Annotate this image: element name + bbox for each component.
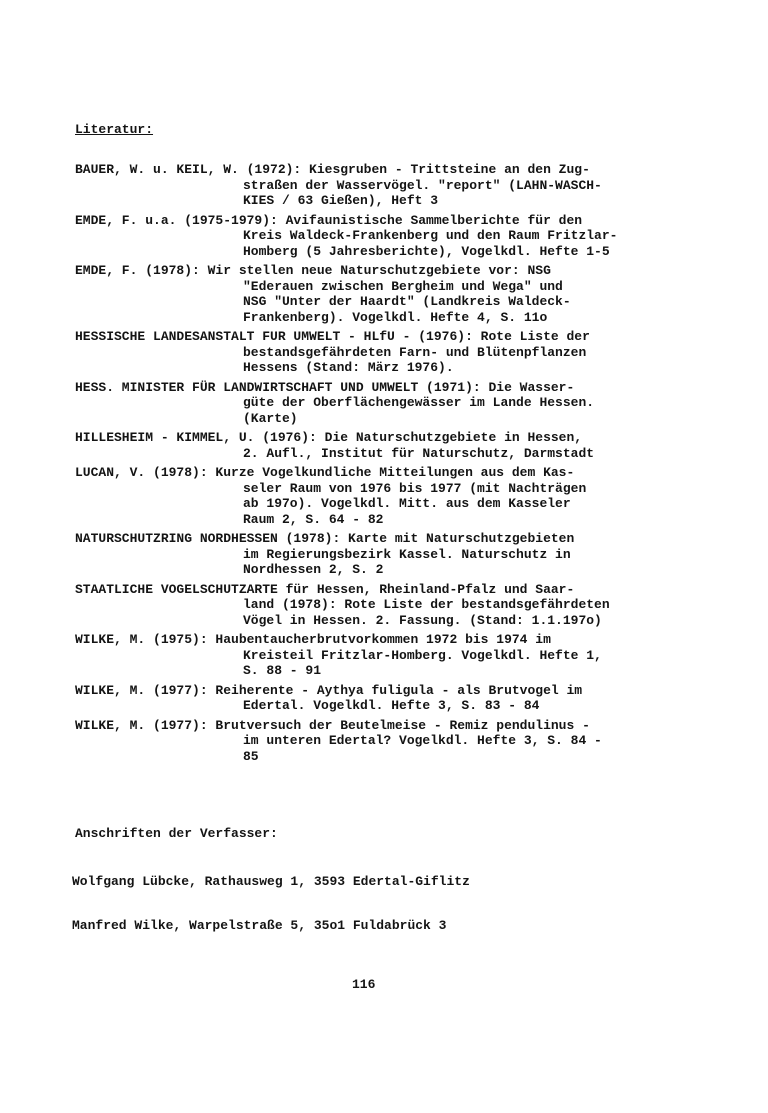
reference-line: WILKE, M. (1977): Brutversuch der Beutelmeise - Remiz pendulinus -: [75, 717, 590, 733]
reference-line: bestandsgefährdeten Farn- und Blütenpflanzen: [243, 344, 587, 360]
reference-entry: [75, 162, 675, 209]
reference-line: land (1978): Rote Liste der bestandsgefährdeten: [243, 597, 610, 612]
reference-line: KIES / 63 Gießen), Heft 3: [243, 193, 439, 208]
reference-line: Kreis Waldeck-Frankenberg und den Raum Fritzlar-: [243, 228, 618, 243]
reference-entry: [75, 718, 675, 765]
reference-line: Vögel in Hessen. 2. Fassung. (Stand: 1.1.197o): [243, 612, 602, 628]
reference-line: HESS. MINISTER FÜR LANDWIRTSCHAFT UND UMWELT (1971): Die Wasser-: [75, 379, 575, 395]
reference-line: Edertal. Vogelkdl. Hefte 3, S. 83 - 84: [243, 698, 540, 713]
reference-line: NATURSCHUTZRING NORDHESSEN (1978): Karte mit Naturschutzgebieten: [75, 531, 575, 546]
reference-entry: [75, 683, 675, 714]
reference-line: "Ederauen zwischen Bergheim und Wega" und: [243, 278, 563, 294]
author-address: Manfred Wilke, Warpelstraße 5, 35o1 Fuldabrück 3: [72, 918, 447, 933]
reference-line: Homberg (5 Jahresberichte), Vogelkdl. Hefte 1-5: [243, 243, 610, 259]
reference-line: 2. Aufl., Institut für Naturschutz, Darmstadt: [243, 445, 595, 461]
reference-line: BAUER, W. u. KEIL, W. (1972): Kiesgruben - Trittsteine an den Zug-: [75, 162, 590, 177]
reference-line: EMDE, F. (1978): Wir stellen neue Naturschutzgebiete vor: NSG: [75, 263, 551, 278]
reference-line: Hessens (Stand: März 1976).: [243, 360, 454, 375]
reference-line: im Regierungsbezirk Kassel. Naturschutz in: [243, 546, 571, 562]
reference-line: HILLESHEIM - KIMMEL, U. (1976): Die Naturschutzgebiete in Hessen,: [75, 430, 583, 445]
reference-line: HESSISCHE LANDESANSTALT FUR UMWELT - HLfU - (1976): Rote Liste der: [75, 329, 590, 344]
reference-line: straßen der Wasservögel. "report" (LAHN-WASCH-: [243, 177, 602, 193]
reference-line: Raum 2, S. 64 - 82: [243, 511, 384, 527]
reference-entry: [75, 632, 675, 679]
reference-entry: [75, 582, 675, 629]
reference-line: STAATLICHE VOGELSCHUTZARTE für Hessen, Rheinland-Pfalz und Saar-: [75, 581, 575, 597]
reference-entry: [75, 263, 675, 325]
reference-line: (Karte): [243, 410, 298, 426]
reference-line: im unteren Edertal? Vogelkdl. Hefte 3, S. 84 -: [243, 733, 602, 748]
reference-list: [75, 162, 675, 768]
reference-line: seler Raum von 1976 bis 1977 (mit Nachträgen: [243, 480, 587, 496]
reference-entry: [75, 465, 675, 527]
reference-line: WILKE, M. (1975): Haubentaucherbrutvorkommen 1972 bis 1974 im: [75, 632, 551, 647]
literature-heading: Literatur:: [75, 122, 154, 137]
page-number: 116: [352, 977, 376, 992]
reference-entry: [75, 531, 675, 578]
reference-line: S. 88 - 91: [243, 663, 322, 678]
reference-entry: [75, 380, 675, 427]
addresses-heading: Anschriften der Verfasser:: [75, 826, 278, 841]
reference-line: WILKE, M. (1977): Reiherente - Aythya fuligula - als Brutvogel im: [75, 682, 583, 698]
reference-line: LUCAN, V. (1978): Kurze Vogelkundliche Mitteilungen aus dem Kas-: [75, 465, 575, 480]
reference-line: Nordhessen 2, S. 2: [243, 562, 384, 577]
reference-line: NSG "Unter der Haardt" (Landkreis Waldeck-: [243, 294, 571, 309]
reference-line: ab 197o). Vogelkdl. Mitt. aus dem Kasseler: [243, 496, 571, 511]
reference-line: Kreisteil Fritzlar-Homberg. Vogelkdl. Hefte 1,: [243, 647, 602, 663]
reference-line: 85: [243, 748, 259, 764]
reference-line: güte der Oberflächengewässer im Lande Hessen.: [243, 395, 595, 410]
reference-entry: [75, 329, 675, 376]
reference-entry: [75, 430, 675, 461]
reference-line: EMDE, F. u.a. (1975-1979): Avifaunistische Sammelberichte für den: [75, 212, 583, 228]
author-address: Wolfgang Lübcke, Rathausweg 1, 3593 Edertal-Giflitz: [72, 874, 470, 889]
reference-entry: [75, 213, 675, 260]
reference-line: Frankenberg). Vogelkdl. Hefte 4, S. 11o: [243, 309, 548, 325]
